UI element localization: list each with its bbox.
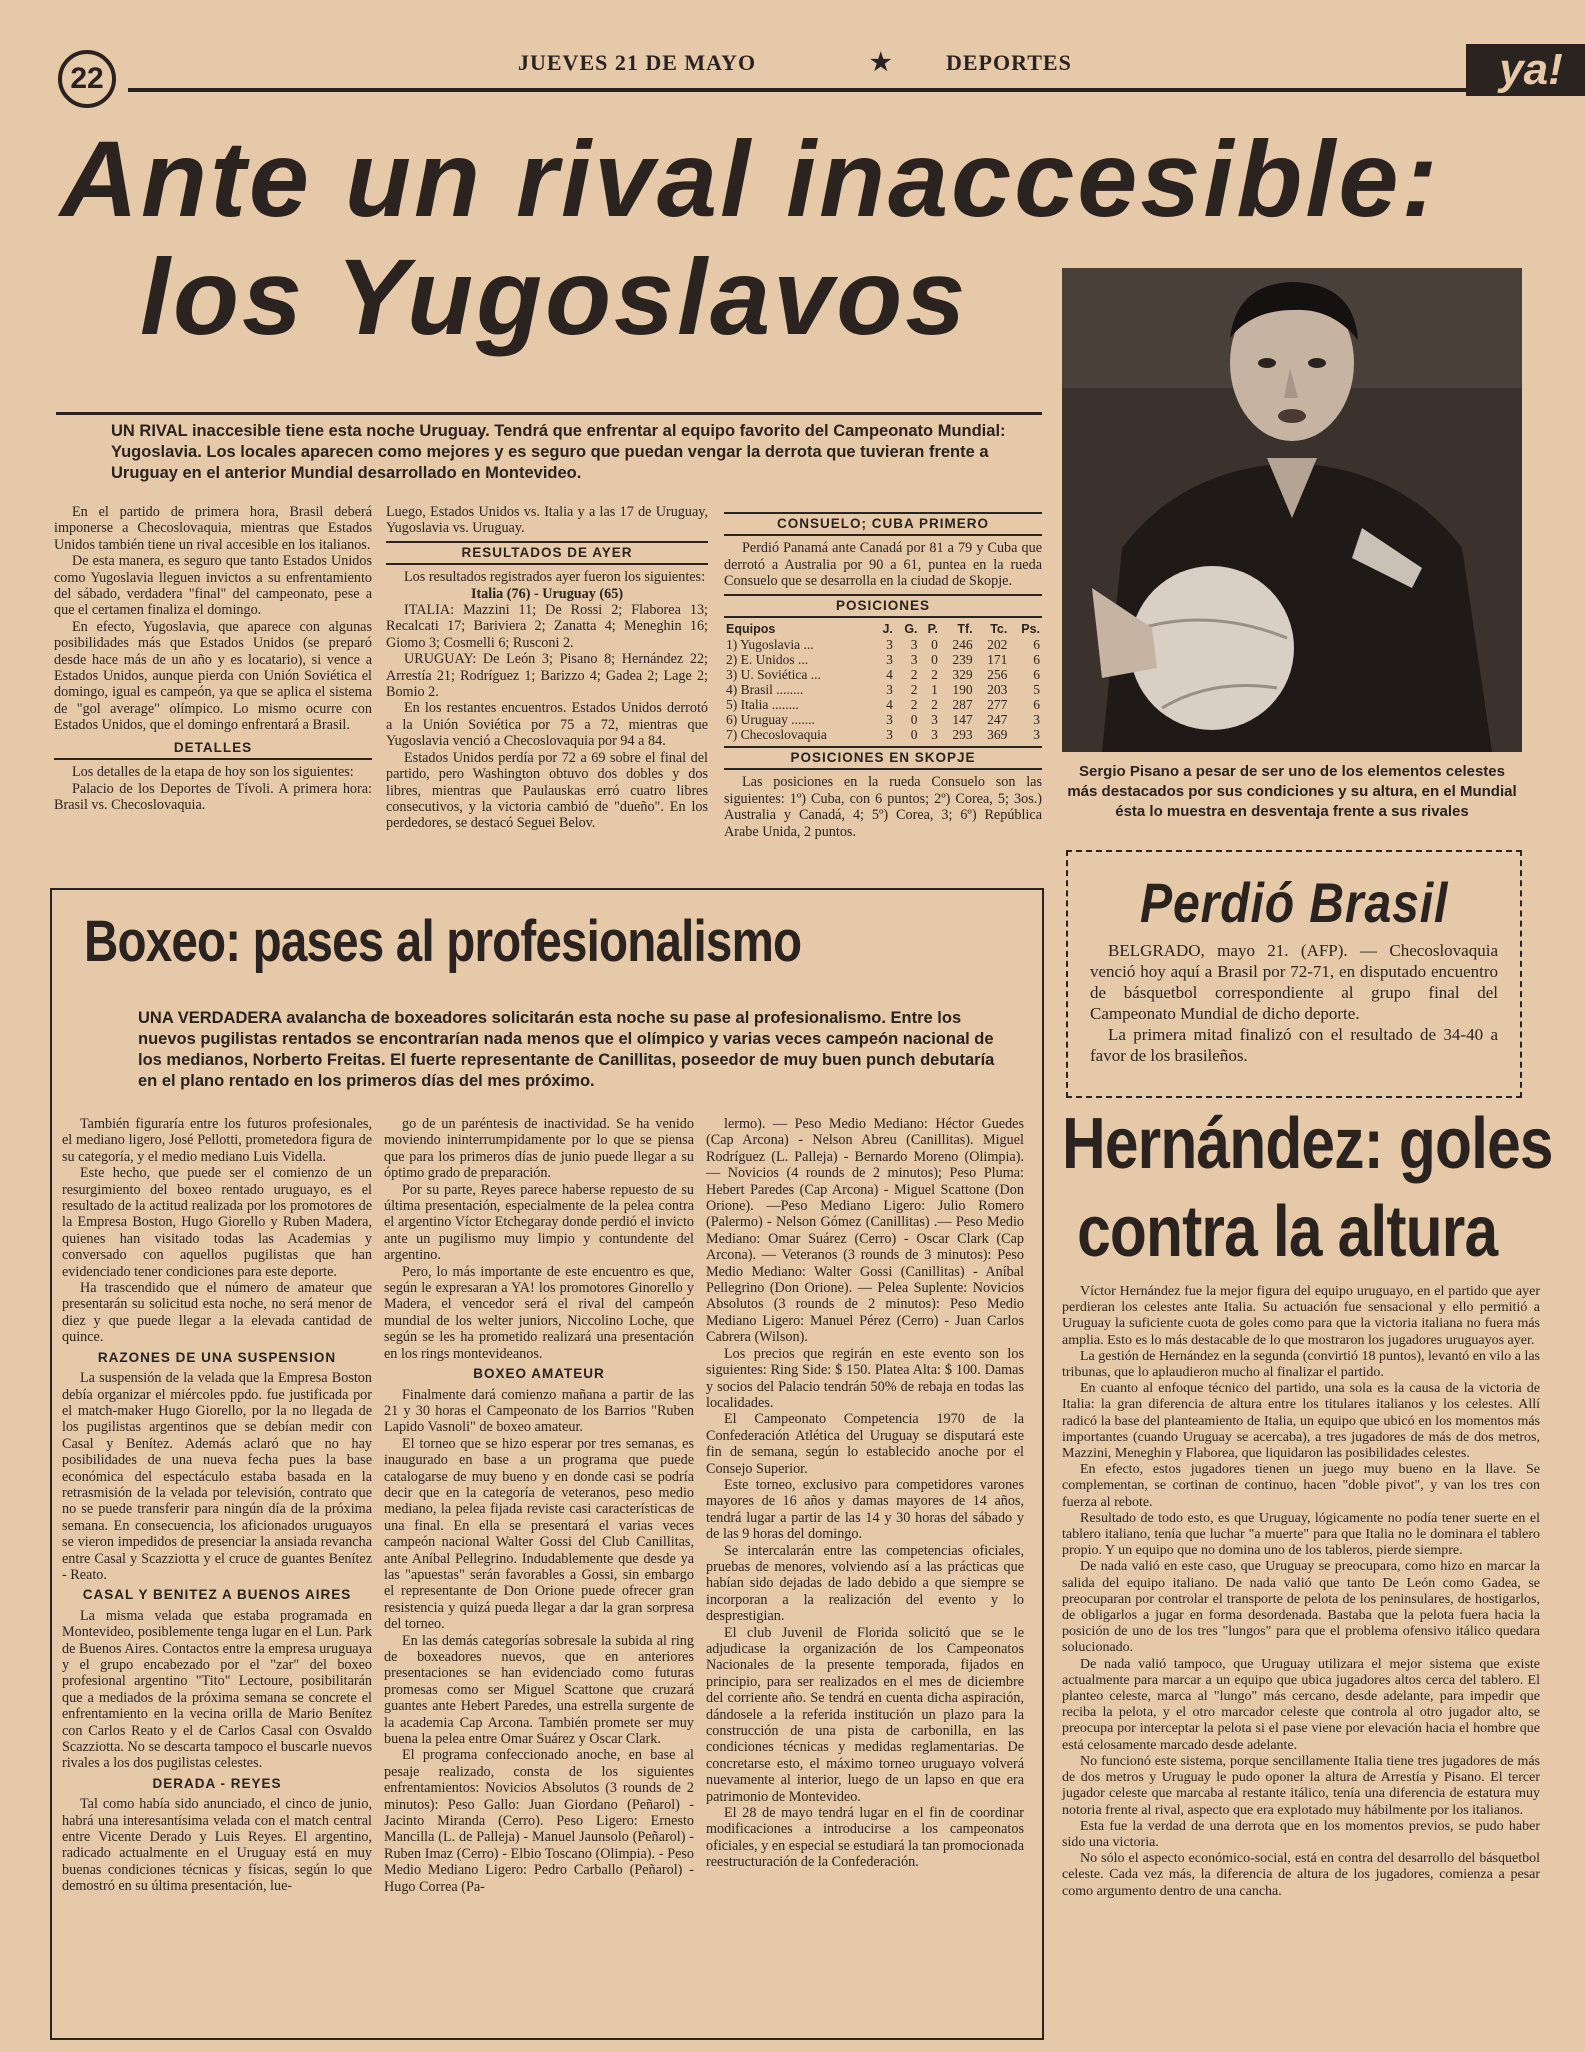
header-date: JUEVES 21 DE MAYO	[518, 50, 757, 75]
paragraph: El torneo que se hizo esperar por tres semanas, es inaugurado en base a un programa que puede catalogarse de muy bueno y en donde casi se podría decir que en la categoría de veteranos, peso medio mediano, la pelea fijada reviste casi características de una final. En ella se presentará el varias veces campeón nacional Walter Gossi del Club Canillitas, ante Aníbal Pellegrino. Indudablemente que desde ya las "apuestas" serán favorables a Gossi, sin embargo el representante de Don Orione puede ofrecer gran resistencia y quizá pueda llegar a dar la gran sorpresa del torneo.	[384, 1435, 694, 1633]
paragraph: No funcionó este sistema, porque sencillamente Italia tiene tres jugadores de más de dos metros y Uruguay le pudo oponer la altura de Arrestía y Pisano. El tercer jugador celeste que marcaba al restante itálico, tenía una diferencia de estatura muy notoria frente al rival, aspecto que era explotado muy hábilmente por los italianos.	[1062, 1753, 1540, 1818]
paragraph: El Campeonato Competencia 1970 de la Confederación Atlética del Uruguay se disputará este fin de semana, según lo establecido anoche por el Consejo Superior.	[706, 1411, 1024, 1477]
stat-cell: 3	[886, 652, 893, 668]
headline-line-2: los Yugoslavos	[140, 236, 969, 357]
standings-header: G.	[904, 622, 918, 637]
stat-cell: 0	[910, 712, 918, 728]
stat-cell: 246	[952, 637, 973, 653]
paragraph: Palacio de los Deportes de Tívoli. A primera hora: Brasil vs. Checoslovaquia.	[54, 780, 372, 813]
standings-body	[724, 637, 1042, 742]
boxeo-column-3	[706, 1116, 1024, 1871]
paragraph: La suspensión de la velada que la Empresa Boston debía organizar el miércoles ppdo. fue justificada por el match-maker Hugo Giorello, por la no llegada de los pugilistas argentinos que se debían medir con Casal y Benítez. Además aclaró que no hay posibilidades de una nueva fecha pues la base económica del espectáculo estaba basada en la retrasmisión de la velada por televisión, contrato que no se puede transferir para ningún día de la próxima semana. En consecuencia, los aficionados uruguayos se vieron impedidos de presenciar la ansiada revancha entre Casal y Scazziotta y el cruce de guantes Benítez - Reato.	[62, 1370, 372, 1583]
stat-cell: 2	[931, 667, 938, 683]
standings-header-row	[724, 622, 1042, 637]
subheading: DERADA - REYES	[152, 1775, 282, 1791]
stat-cell: 190	[952, 682, 973, 698]
paragraph: En las demás categorías sobresale la subida al ring de boxeadores nuevos, que en anteriores presentaciones se han evidenciado como futuras promesas como ser Miguel Scattone que cruzará guantes ante Hebert Paredes, una estrella surgente de la academia Cap Arcona. También promete ser muy buena la pelea entre Omar Suárez y Oscar Clark.	[384, 1632, 694, 1748]
standings-header: Tf.	[957, 622, 973, 637]
stat-cell: 239	[952, 652, 973, 668]
paragraph: Las posiciones en la rueda Consuelo son las siguientes: 1º) Cuba, con 6 puntos; 2º) Corea, 5; 3os.) Australia y Canadá, 4; 5º) Corea, 3; 6º) República Arabe Unida, 2 puntos.	[724, 774, 1042, 840]
paragraph: ITALIA: Mazzini 11; De Rossi 2; Flaborea 13; Recalcati 17; Bariviera 2; Zanatta 4; Meneghin 16; Giomo 3; Cosmelli 6; Rusconi 2.	[386, 602, 708, 651]
player-photo	[1062, 268, 1522, 752]
team-cell: 2) E. Unidos ...	[726, 652, 809, 668]
article-lead	[56, 412, 1042, 484]
paragraph: Resultado de todo esto, es que Uruguay, lógicamente no podía tener suerte en el tablero italiano, tenía que luchar "a muerte" para que Italia no le dominara el tablero propio. Y un equipo que no domina uno de los tableros, pierde siempre.	[1062, 1510, 1540, 1559]
stat-cell: 202	[987, 637, 1008, 653]
hernandez-headline-line-2: contra la altura	[1077, 1192, 1498, 1272]
paragraph: BELGRADO, mayo 21. (AFP). — Checoslovaquia venció hoy aquí a Brasil por 72-71, en disputado encuentro de básquetbol correspondiente al grupo final del Campeonato Mundial de dicho deporte.	[1090, 941, 1498, 1023]
paragraph: En los restantes encuentros. Estados Unidos derrotó a la Unión Soviética por 75 a 72, mientras que Yugoslavia venció a Checoslovaquia por 94 a 84.	[386, 700, 708, 750]
standings-header: Equipos	[726, 622, 776, 637]
stat-cell: 1	[931, 682, 938, 698]
paragraph: En efecto, estos jugadores tienen un juego muy bueno en la llave. Se complementan, se cortinan de continuo, hacen "doble pivot", y van los tres con fuerza al rebote.	[1062, 1462, 1540, 1510]
paragraph: Este torneo, exclusivo para competidores varones mayores de 16 años y damas mayores de 14 años, tendrá lugar a partir de las 14 y 30 horas del sábado y de las 9 horas del domingo.	[706, 1476, 1024, 1543]
paragraph: De esta manera, es seguro que tanto Estados Unidos como Yugoslavia lleguen invictos a su enfrentamiento del sábado, verdadera "final" del campeonato, pese a que el certamen finaliza el domingo.	[54, 553, 372, 619]
paragraph: La misma velada que estaba programada en Montevideo, posiblemente tenga lugar en el Lun. Park de Buenos Aires. Contactos entre la empresa uruguaya y el grupo encabezado por el "zar" del boxeo profesional argentino "Tito" Lectoure, posibilitarán que a mediados de la próxima semana se concrete el enfrentamiento en la vecina orilla de Mario Benítez con Carlos Reato y el de Carlos Casal con Osvaldo Scazziotta. No se descarta tampoco el buscarle nuevos rivales a los dos pugilistas celestes.	[62, 1607, 372, 1772]
boxeo-column-1	[62, 1116, 372, 1895]
paragraph: El club Juvenil de Florida solicitó que se le adjudicase la organización de los Campeonatos Nacionales de la presente temporada, fijados en principio, para ser realizados en el mes de diciembre del corriente año. Se tendrá en cuenta dicha aspiración, dándosele a la referida institución un plazo para la construcción de una pista de carbonilla, en las condiciones técnicas y medidas reglamentarias. De concretarse esto, el máximo torneo uruguayo volverá nuevamente al interior, luego de un lapso en que era patrimonio de Montevideo.	[706, 1624, 1024, 1805]
stat-cell: 3	[931, 727, 938, 743]
boxeo-headline: Boxeo: pases al profesionalismo	[84, 909, 802, 974]
standings-row	[724, 667, 1042, 682]
standings-header: Ps.	[1021, 622, 1040, 637]
stat-cell: 147	[952, 712, 973, 728]
team-cell: 6) Uruguay .......	[726, 712, 815, 728]
photo-caption: Sergio Pisano a pesar de ser uno de los elementos celestes más destacados por sus condiciones y su altura, en el Mundial ésta lo muestra en desventaja frente a sus rivales	[1067, 763, 1517, 820]
stat-cell: 6	[1033, 697, 1040, 713]
stat-cell: 2	[910, 667, 918, 683]
stat-cell: 2	[910, 682, 918, 698]
stat-cell: 3	[886, 712, 893, 728]
header-section: DEPORTES	[946, 50, 1072, 75]
paragraph: Estados Unidos perdía por 72 a 69 sobre el final del partido, pero Washington obtuvo dos dobles y dos libres, mientras que Paulauskas erró cuatro libres consecutivos, y la victoria cambió de "dueño". En los perdedores, se destacó Seguei Belov.	[386, 749, 708, 832]
stat-cell: 277	[987, 697, 1008, 713]
stat-cell: 2	[910, 697, 918, 713]
article-column-1	[54, 504, 372, 813]
stat-cell: 3	[1033, 727, 1040, 743]
headline-line-1: Ante un rival inaccesible:	[60, 118, 1441, 239]
team-cell: 4) Brasil ........	[726, 682, 804, 698]
subheading: CASAL Y BENITEZ A BUENOS AIRES	[82, 1587, 352, 1603]
stat-cell: 4	[886, 697, 893, 713]
paragraph: En el partido de primera hora, Brasil deberá imponerse a Checoslovaquia, mientras que Estados Unidos también tiene un rival accesible en los italianos.	[54, 504, 372, 553]
standings-row	[724, 697, 1042, 712]
article-column-3	[724, 508, 1042, 840]
stat-cell: 287	[952, 697, 973, 713]
team-cell: 1) Yugoslavia ...	[726, 637, 814, 653]
perdio-brasil-headline: Perdió Brasil	[1140, 871, 1449, 934]
article-column-2	[386, 504, 708, 832]
score-line: Italia (76) - Uruguay (65)	[470, 585, 624, 602]
paragraph: En cuanto al enfoque técnico del partido, una sola es la causa de la victoria de Italia: la gran diferencia de altura entre los titulares italianos y los celestes. Allí radicó la base del planteamiento de Italia, un equipo que ubicó en los momentos más importantes (cuando Uruguay se acercaba), a tres jugadores de más de dos metros, Mazzini, Meneghin y Flaborea, que liquidaron las posibilidades celestes.	[1062, 1381, 1540, 1462]
standings-row	[724, 682, 1042, 697]
standings-row	[724, 652, 1042, 667]
stat-cell: 171	[987, 652, 1008, 668]
paragraph: De nada valió en este caso, que Uruguay se preocupara, como hizo en marcar la salida del equipo italiano. De nada valió que tanto De León como Gadea, se preocuparan por controlar el transporte de pelota de los peninsulares, de hostigarlos, de obligarlos a jugar en forma desordenada. Bastaba que la pelota fuera hacia la posición de uno de los tres "lungos" para que el problema ofensivo itálico quedara solucionado.	[1062, 1559, 1540, 1656]
stat-cell: 256	[987, 667, 1008, 683]
stat-cell: 4	[886, 667, 893, 683]
article-lead-text: UN RIVAL inaccesible tiene esta noche Uruguay. Tendrá que enfrentar al equipo favorito del Campeonato Mundial: Yugoslavia. Los locales aparecen como mejores y es seguro que puedan vengar la derrota que tuvieran frente a Uruguay en el anterior Mundial desarrollado en Montevideo.	[111, 422, 1006, 482]
team-cell: 5) Italia ........	[726, 697, 799, 713]
consuelo-heading: CONSUELO; CUBA PRIMERO	[724, 512, 1042, 536]
hernandez-headline	[1062, 1100, 1553, 1276]
stat-cell: 3	[886, 682, 893, 698]
stat-cell: 247	[987, 712, 1008, 728]
stat-cell: 0	[931, 652, 938, 668]
paragraph: go de un paréntesis de inactividad. Se ha venido moviendo ininterrumpidamente por lo que se piensa que para los primeros días de junio puede llegar a su óptimo grado de preparación.	[384, 1116, 694, 1182]
boxeo-lead-text: UNA VERDADERA avalancha de boxeadores solicitarán esta noche su pase al profesionalismo. Entre los nuevos pugilistas rentados se encontrarían nada menos que el olímpico y varias veces campeón nacional de los medianos, Norberto Freitas. El fuerte representante de Canillitas, poseedor de muy buen punch debutaría en el plano rentado en los primeros días del mes próximo.	[138, 1009, 995, 1090]
team-cell: 7) Checoslovaquia	[726, 727, 827, 743]
standings-table	[724, 622, 1042, 742]
perdio-brasil-body	[1090, 940, 1498, 1066]
stat-cell: 369	[987, 727, 1008, 743]
hernandez-headline-line-1: Hernández: goles	[1062, 1104, 1553, 1184]
ya-logo: ya!	[1466, 44, 1585, 96]
paragraph: Finalmente dará comienzo mañana a partir de las 21 y 30 horas el Campeonato de los Barrios "Ruben Lapido Vasnoli" de boxeo amateur.	[384, 1386, 694, 1436]
stat-cell: 2	[931, 697, 938, 713]
paragraph: lermo). — Peso Medio Mediano: Héctor Guedes (Cap Arcona) - Nelson Abreu (Canillitas). Miguel Rodríguez (L. Palleja) - Bernardo Moreno (Olimpia). — Novicios (4 rounds de 2 minutos); Peso Pluma: Hebert Paredes (Cap Arcona) - Miguel Scattone (Don Orione). —Peso Mediano Ligero: Julio Romero (Palermo) - Nelson Gómez (Canillitas) .— Peso Medio Mediano: Omar Suárez (Cerro) - Oscar Clark (Cap Arcona). — Veteranos (3 rounds de 3 minutos): Peso Medio Mediano: Walter Gossi (Canillitas) - Aníbal Pellegrino (Don Orione). — Pelea Suplente: Novicios Absolutos (3 rounds de 2 minutos): Peso Medio Mediano Ligero: Manuel Pérez (Cerro) - Juan Carlos Cabrera (Wilson).	[706, 1116, 1024, 1346]
paragraph: También figuraría entre los futuros profesionales, el mediano ligero, José Pellotti, prometedora figura de su categoría, y el medio mediano Luis Vidella.	[62, 1116, 372, 1165]
stat-cell: 6	[1033, 667, 1040, 683]
stat-cell: 3	[886, 637, 893, 653]
stat-cell: 3	[886, 727, 893, 743]
paragraph: Tal como había sido anunciado, el cinco de junio, habrá una interesantísima velada con el match central entre Vicente Derado y Luis Reyes. El argentino, radicado actualmente en el Uruguay está en muy buenas condiciones técnicas y físicas, según lo que demostró en su última presentación, lue-	[62, 1796, 372, 1895]
stat-cell: 6	[1033, 652, 1040, 668]
page-header	[58, 42, 1563, 100]
standings-row	[724, 637, 1042, 652]
skopje-heading: POSICIONES EN SKOPJE	[724, 746, 1042, 770]
paragraph: De nada valió tampoco, que Uruguay utilizara el mejor sistema que existe actualmente para marcar a un equipo que ubica jugadores altos cerca del tablero. El planteo celeste, marca al "lungo" más cercano, desde adelante, para impedir que reciba la pelota, y el otro marcador celeste que controla al otro jugador alto, se preocupa por interceptar la pelota si el pase viene por elevación hacia el hombre que está celosamente marcado desde adelante.	[1062, 1656, 1540, 1753]
paragraph: Víctor Hernández fue la mejor figura del equipo uruguayo, en el partido que ayer perdieran los celestes ante Italia. Su actuación fue sensacional y ello permitió a Uruguay la suficiente cuota de goles como para que la victoria italiana no fuera más amplia. Esto es lo más destacable de lo que mostraron los jugadores uruguayos ayer.	[1062, 1284, 1540, 1348]
player-photo-image	[1062, 268, 1522, 752]
resultados-heading: RESULTADOS DE AYER	[386, 541, 708, 565]
paragraph: El programa confeccionado anoche, en base al pesaje realizado, consta de los siguientes enfrentamientos: Novicios Absolutos (3 rounds de 2 minutos): Peso Gallo: Juan Giordano (Peñarol) - Jacinto Miranda (Cerro). Peso Ligero: Ernesto Mancilla (L. de Palleja) - Manuel Jaunsolo (Peñarol) - Ruben Imaz (Cerro) - Elbio Toscano (Olimpia). - Peso Medio Mediano Ligero: Pedro Carballo (Peñarol) - Hugo Correa (Pa-	[384, 1747, 694, 1895]
paragraph: La gestión de Hernández en la segunda (convirtió 18 puntos), levantó en vilo a las tribunas, que lo aplaudieron mucho al finalizar el partido.	[1062, 1348, 1540, 1381]
paragraph: No sólo el aspecto económico-social, está en contra del desarrollo del básquetbol celeste. Cada vez más, la diferencia de altura de los jugadores, comienza a pesar como argumento dentro de una cancha.	[1062, 1851, 1540, 1899]
paragraph: Pero, lo más importante de este encuentro es que, según le expresaran a YA! los promotores Ginorello y Madera, el vencedor será el rival del campeón mundial de los welter juniors, Niccolino Loche, que según se les ha prometido realizará una presentación en los rings montevideanos.	[384, 1263, 694, 1362]
stat-cell: 0	[931, 637, 938, 653]
stat-cell: 293	[952, 727, 973, 743]
page-number: 22	[58, 50, 116, 108]
paragraph: Los precios que regirán en este evento son los siguientes: Ring Side: $ 150. Platea Alta: $ 100. Damas y socios del Palacio tendrán 50% de rebaja en todas las localidades.	[706, 1345, 1024, 1411]
paragraph: En efecto, Yugoslavia, que aparece con algunas posibilidades más que Estados Unidos (se preparó desde hace más de un año y es locatario), si vence a Estados Unidos, aunque pierda con Unión Soviética el domingo, igual es campeón, ya que se aplica el sistema de "gol average" olímpico. Lo mismo ocurre con Estados Unidos, que el domingo enfrentará a Brasil.	[54, 618, 372, 734]
subheading: RAZONES DE UNA SUSPENSION	[97, 1349, 337, 1365]
stat-cell: 3	[910, 637, 918, 653]
standings-row	[724, 727, 1042, 742]
paragraph: La primera mitad finalizó con el resultado de 34-40 a favor de los brasileños.	[1090, 1025, 1498, 1065]
paragraph: Luego, Estados Unidos vs. Italia y a las 17 de Uruguay, Yugoslavia vs. Uruguay.	[386, 504, 708, 537]
paragraph: Los resultados registrados ayer fueron los siguientes:	[404, 569, 706, 586]
paragraph: Ha trascendido que el número de amateur que presentarán su solicitud esta noche, no será menor de diez y que puede llegar a la elevada cantidad de quince.	[62, 1280, 372, 1346]
header-rule	[128, 88, 1468, 92]
paragraph: Se intercalarán entre las competencias oficiales, pruebas de menores, volviendo así a las prácticas que habían sido dejadas de lado debido a que siempre se incorporan a la realización del evento y lo desprestigian.	[706, 1542, 1024, 1625]
stat-cell: 203	[987, 682, 1008, 698]
boxeo-lead	[138, 1008, 1000, 1092]
boxeo-column-2	[384, 1116, 694, 1895]
standings-header: J.	[882, 622, 893, 637]
posiciones-heading: POSICIONES	[724, 594, 1042, 618]
stat-cell: 3	[910, 652, 918, 668]
stat-cell: 3	[1033, 712, 1040, 728]
paragraph: URUGUAY: De León 3; Pisano 8; Hernández 22; Arrestía 21; Rodríguez 1; Barizzo 4; Gadea 2; Lage 2; Bomio 2.	[386, 651, 708, 701]
hernandez-body	[1062, 1284, 1540, 1900]
paragraph: Los detalles de la etapa de hoy son los siguientes:	[72, 764, 354, 781]
standings-row	[724, 712, 1042, 727]
paragraph: Perdió Panamá ante Canadá por 81 a 79 y Cuba que derrotó a Australia por 90 a 61, puntea en la rueda Consuelo que se desarrolla en la ciudad de Skopje.	[724, 540, 1042, 590]
stat-cell: 329	[952, 667, 973, 683]
stat-cell: 0	[910, 727, 918, 743]
detalles-heading: DETALLES	[54, 738, 372, 760]
stat-cell: 6	[1033, 637, 1040, 653]
team-cell: 3) U. Soviética ...	[726, 667, 821, 683]
paragraph: Este hecho, que puede ser el comienzo de un resurgimiento del boxeo rentado uruguayo, es el resultado de la actitud realizada por los promotores de la Empresa Boston, Hugo Giorello y Ruben Madera, quienes han visitado todas las Academias y conversado con aquellos pugilistas que han evidenciado tener condiciones para este deporte.	[62, 1165, 372, 1280]
paragraph: El 28 de mayo tendrá lugar en el fin de coordinar modificaciones a introducirse a los campeonatos oficiales, y en especial se estudiará la tan promocionada reestructuración de la Confederación.	[706, 1805, 1024, 1871]
stat-cell: 3	[931, 712, 938, 728]
paragraph: Por su parte, Reyes parece haberse repuesto de su última presentación, especialmente de la pelea contra el argentino Víctor Etchegaray donde perdió el invicto ante un pugilismo muy limpio y contundente del argentino.	[384, 1181, 694, 1264]
stat-cell: 5	[1033, 682, 1040, 698]
paragraph: Esta fue la verdad de una derrota que en los momentos previos, se pudo haber sido una victoria.	[1062, 1818, 1540, 1850]
star-icon: ★	[870, 50, 892, 76]
standings-header: P.	[927, 622, 938, 637]
standings-header: Tc.	[990, 622, 1008, 637]
subheading: BOXEO AMATEUR	[473, 1366, 605, 1382]
